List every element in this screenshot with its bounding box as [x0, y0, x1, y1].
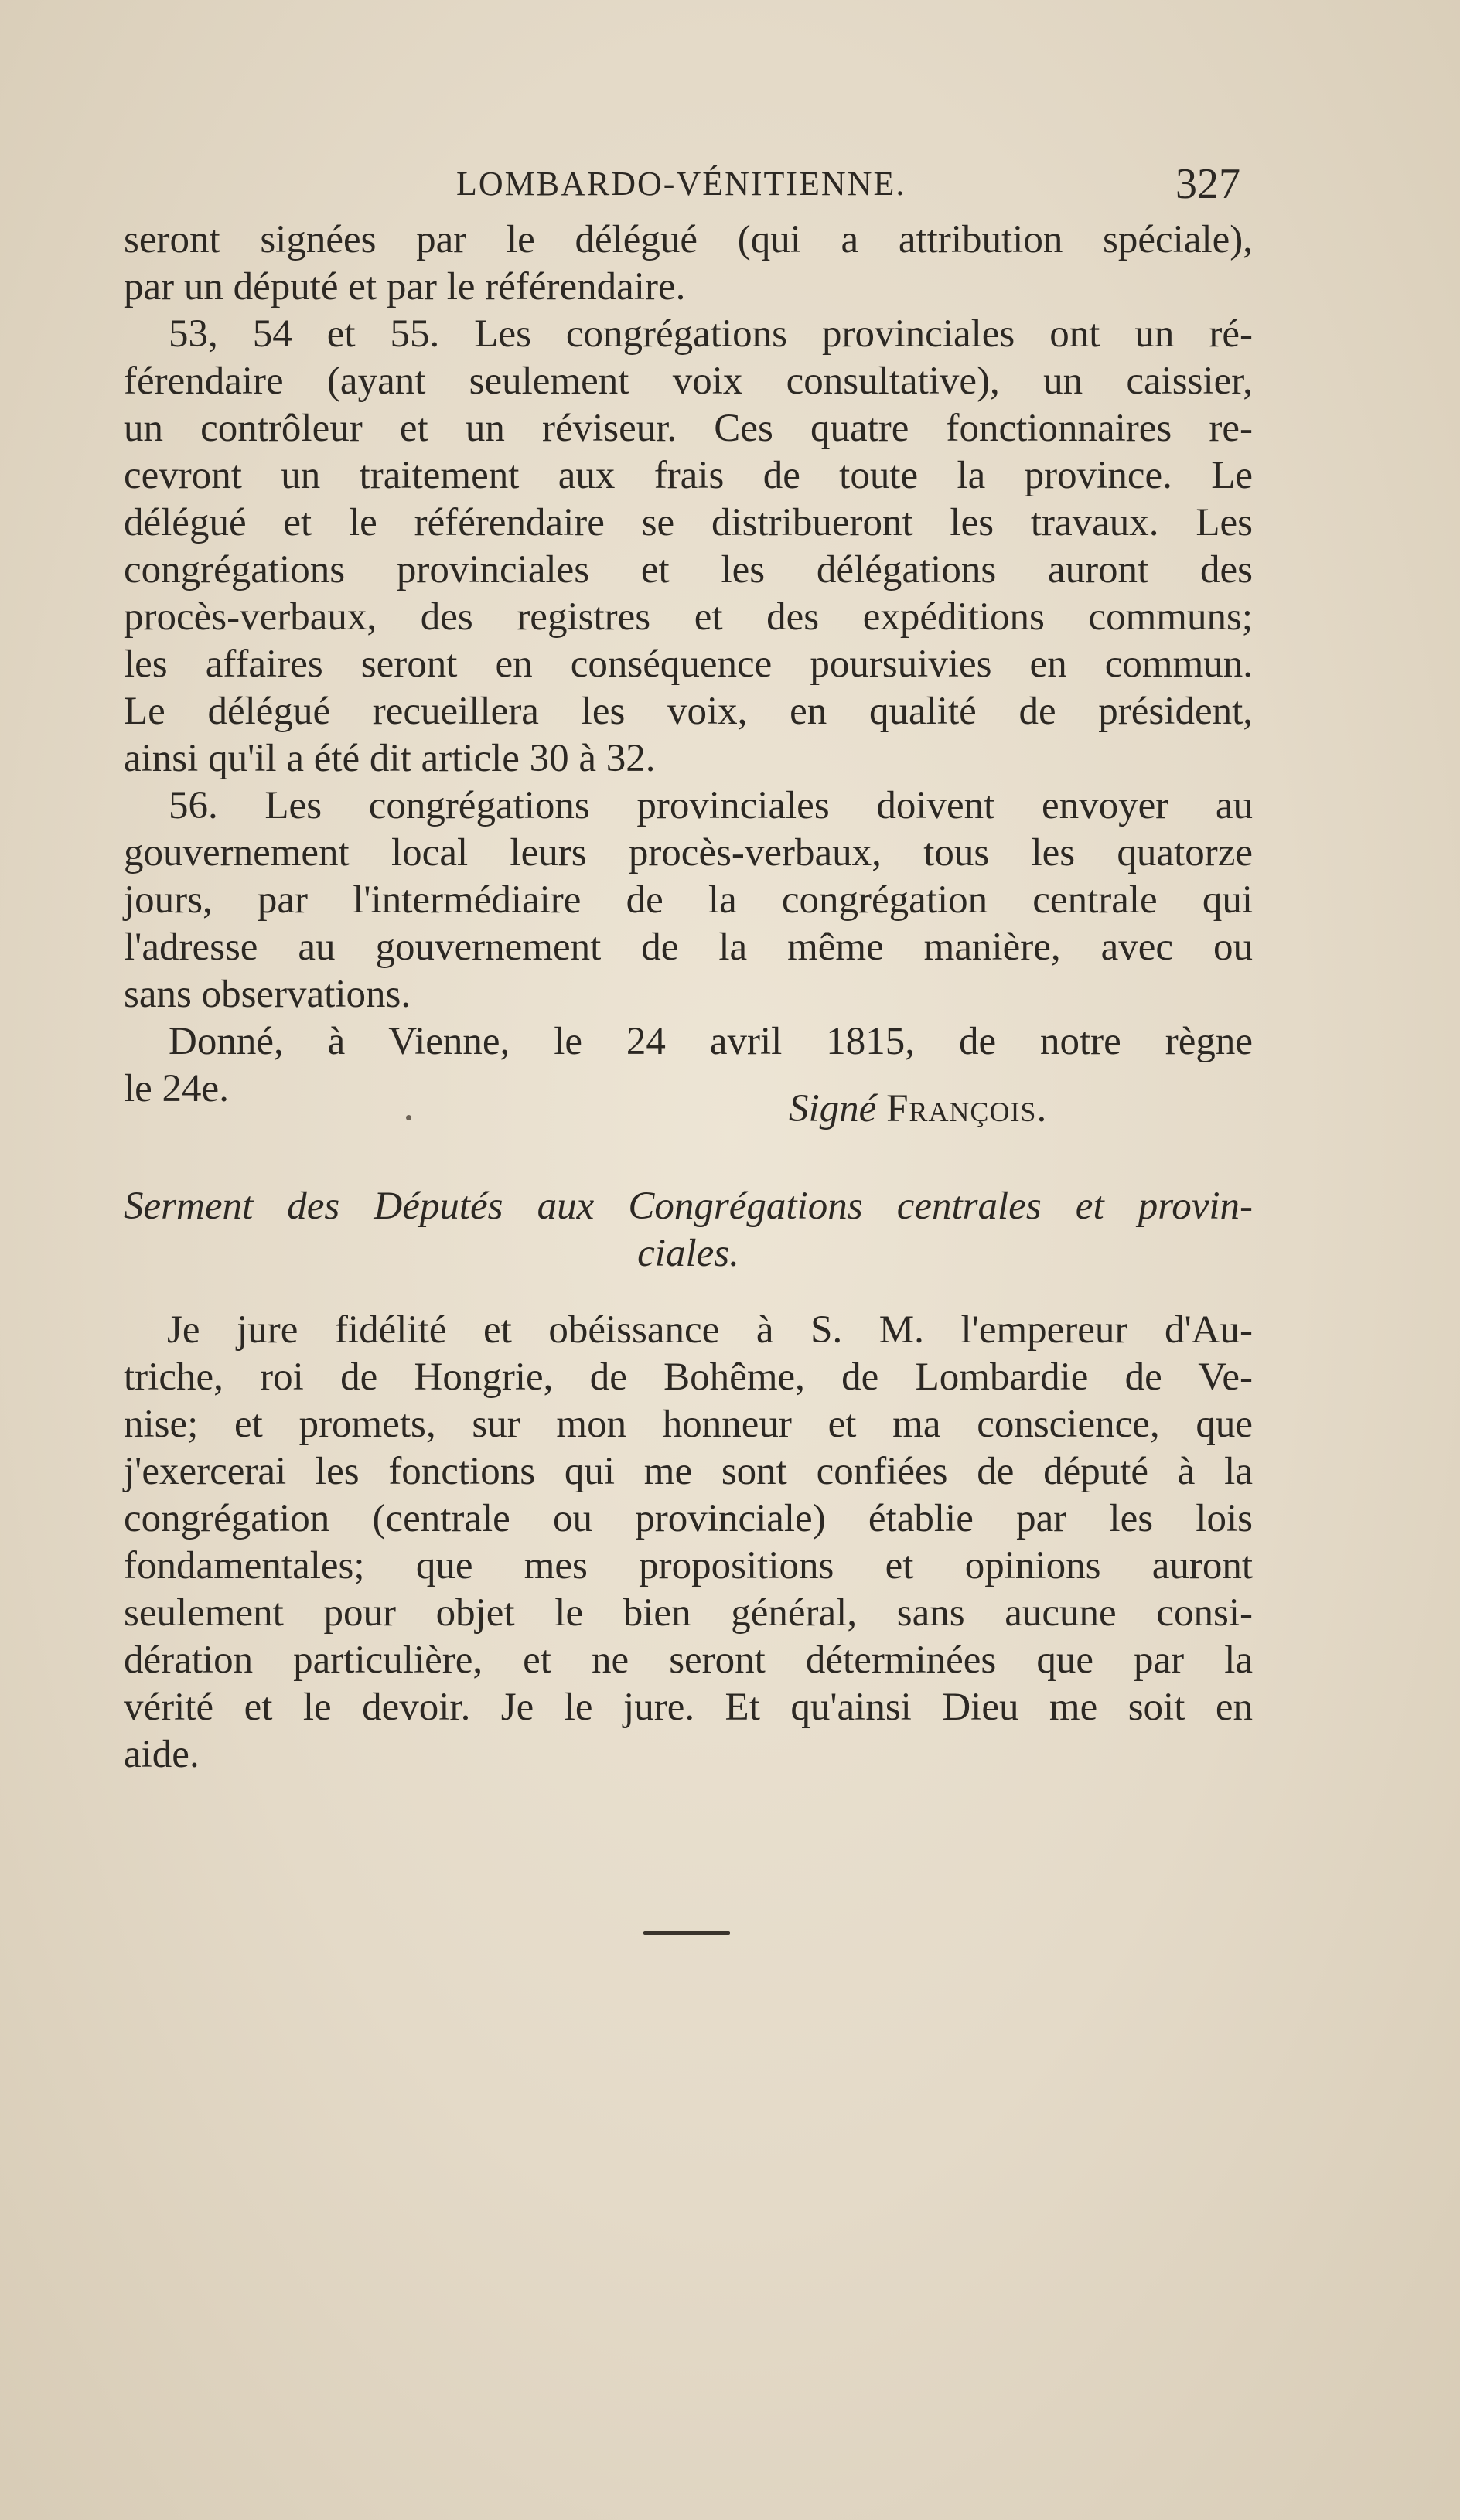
text-line: par un député et par le référendaire. — [124, 265, 686, 309]
text-line: congrégations provinciales et les délégations auront des — [124, 548, 1253, 592]
text-line: l'adresse au gouvernement de la même manière, avec ou — [124, 926, 1253, 969]
text-line: Le délégué recueillera les voix, en qualité de président, — [124, 690, 1253, 733]
oath-heading-line: Serment des Députés aux Congrégations centrales et provin- — [124, 1185, 1253, 1228]
oath-heading — [124, 1183, 1253, 1277]
text-line: j'exercerai les fonctions qui me sont confiées de député à la — [124, 1450, 1253, 1493]
text-line: nise; et promets, sur mon honneur et ma conscience, que — [124, 1403, 1253, 1446]
text-line: 56. Les congrégations provinciales doivent envoyer au — [169, 784, 1253, 827]
text-line: Je jure fidélité et obéissance à S. M. l'empereur d'Au- — [167, 1308, 1253, 1352]
text-line: les affaires seront en conséquence poursuivies en commun. — [124, 643, 1253, 686]
text-line: sans observations. — [124, 973, 411, 1016]
text-line: aide. — [124, 1733, 200, 1776]
decorative-dot — [406, 1115, 411, 1120]
text-line: férendaire (ayant seulement voix consultative), un caissier, — [124, 360, 1253, 403]
text-line: triche, roi de Hongrie, de Bohême, de Lombardie de Ve- — [124, 1355, 1253, 1399]
text-line: procès-verbaux, des registres et des expéditions communs; — [124, 595, 1253, 639]
text-line: un contrôleur et un réviseur. Ces quatre fonctionnaires re- — [124, 407, 1253, 450]
text-line: délégué et le référendaire se distribueront les travaux. Les — [124, 501, 1253, 544]
text-line: gouvernement local leurs procès-verbaux, tous les quatorze — [124, 831, 1253, 875]
text-line: 53, 54 et 55. Les congrégations provinciales ont un ré- — [169, 312, 1253, 356]
text-line: dération particulière, et ne seront déterminées que par la — [124, 1639, 1253, 1682]
signed-word: Signé — [789, 1087, 877, 1130]
signatory-name: François. — [886, 1087, 1048, 1130]
text-line: seulement pour objet le bien général, sans aucune consi- — [124, 1591, 1253, 1635]
oath-heading-line: ciales. — [637, 1232, 739, 1275]
text-line: seront signées par le délégué (qui a attribution spéciale), — [124, 218, 1253, 261]
running-title: LOMBARDO-VÉNITIENNE. — [456, 165, 906, 203]
text-line: congrégation (centrale ou provinciale) établie par les lois — [124, 1497, 1253, 1540]
text-line: Donné, à Vienne, le 24 avril 1815, de notre règne — [169, 1020, 1253, 1063]
page-number: 327 — [1175, 160, 1240, 208]
text-line: fondamentales; que mes propositions et opinions auront — [124, 1544, 1253, 1587]
text-line: ainsi qu'il a été dit article 30 à 32. — [124, 737, 656, 780]
text-line: cevront un traitement aux frais de toute la province. Le — [124, 454, 1253, 497]
oath-text — [124, 1307, 1253, 1778]
text-line: jours, par l'intermédiaire de la congrégation centrale qui — [124, 878, 1253, 922]
end-ornament-rule — [643, 1931, 730, 1935]
signature — [789, 1086, 1047, 1131]
text-line: le 24e. — [124, 1067, 229, 1110]
text-line: vérité et le devoir. Je le jure. Et qu'ainsi Dieu me soit en — [124, 1686, 1253, 1729]
body-text — [124, 217, 1253, 1113]
